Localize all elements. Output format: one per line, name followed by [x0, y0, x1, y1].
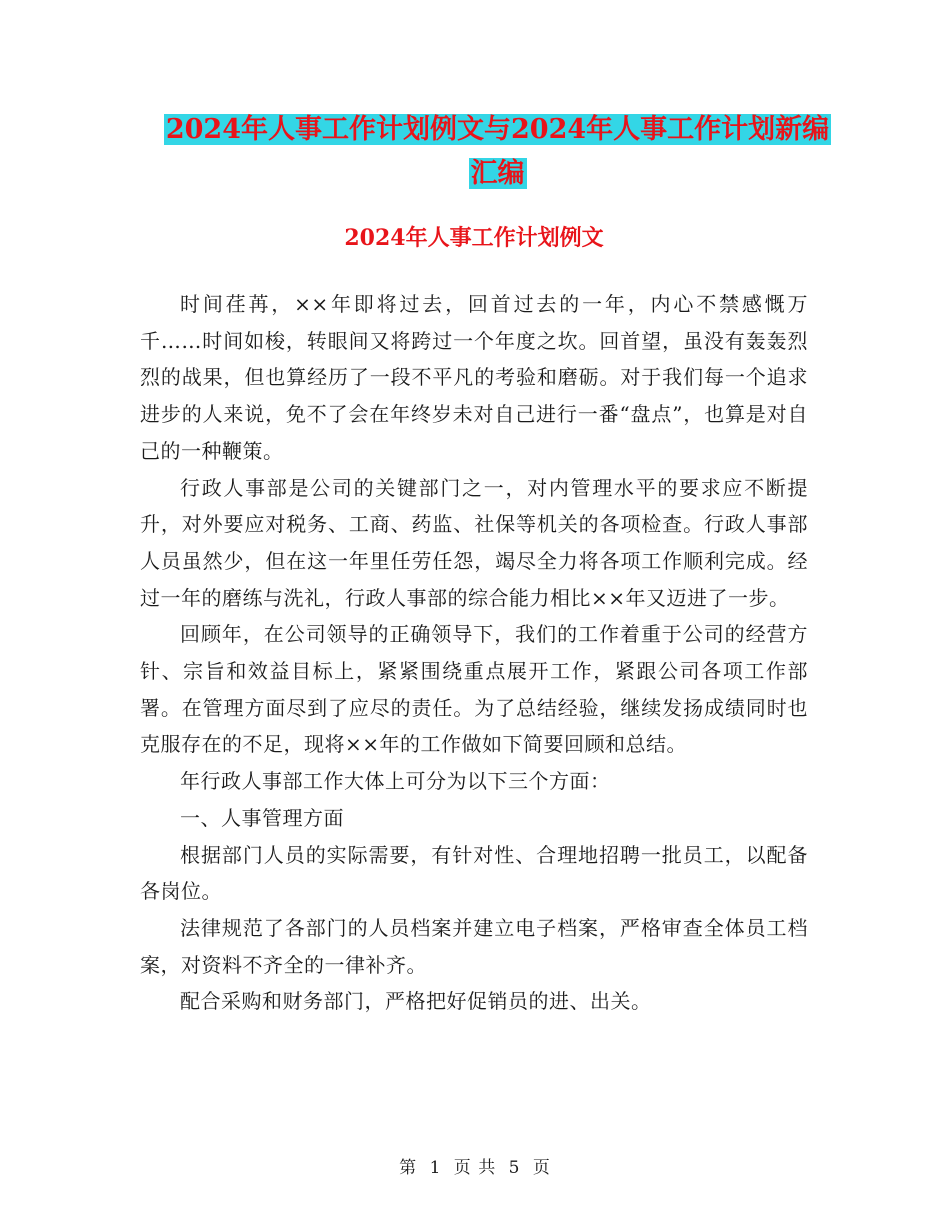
paragraph: 时间荏苒，××年即将过去，回首过去的一年，内心不禁感慨万千……时间如梭，转眼间又将跨过一个年度之坎。回首望，虽没有轰轰烈烈的战果，但也算经历了一段不平凡的考验和磨砺。对于我们每一个追求进步的人来说，免不了会在年终岁未对自己进行一番“盘点”，也算是对自己的一种鞭策。: [140, 292, 808, 463]
paragraph: 根据部门人员的实际需要，有针对性、合理地招聘一批员工，以配备各岗位。: [140, 842, 808, 904]
paragraph: 法律规范了各部门的人员档案并建立电子档案，严格审查全体员工档案，对资料不齐全的一律补齐。: [140, 915, 808, 977]
total-page-count: 5: [508, 1158, 521, 1178]
subsection-heading: 一、人事管理方面: [180, 805, 344, 830]
document-title-line-2: 汇编: [470, 158, 525, 189]
document-title: [140, 108, 855, 196]
paragraph: 配合采购和财务部门，严格把好促销员的进、出关。: [180, 989, 652, 1014]
paragraph: 回顾年，在公司领导的正确领导下，我们的工作着重于公司的经营方针、宗旨和效益目标上，紧紧围绕重点展开工作，紧跟公司各项工作部署。在管理方面尽到了应尽的责任。为了总结经验，继续发扬成绩同时也克服存在的不足，现将××年的工作做如下简要回顾和总结。: [140, 622, 808, 757]
document-title-line-1: 2024年人事工作计划例文与2024年人事工作计划新编: [165, 114, 830, 145]
paragraph: 年行政人事部工作大体上可分为以下三个方面：: [180, 769, 611, 794]
page-footer: [0, 1153, 950, 1178]
paragraph: 行政人事部是公司的关键部门之一，对内管理水平的要求应不断提升，对外要应对税务、工商、药监、社保等机关的各项检查。行政人事部人员虽然少，但在这一年里任劳任怨，竭尽全力将各项工作顺利完成。经过一年的磨练与洗礼，行政人事部的综合能力相比××年又迈进了一步。: [140, 475, 808, 610]
section-heading: 2024年人事工作计划例文: [344, 225, 604, 251]
footer-middle: 页 共: [453, 1158, 497, 1178]
document-body: [140, 286, 808, 1020]
current-page-number: 1: [429, 1158, 442, 1178]
footer-prefix: 第: [399, 1158, 418, 1178]
footer-suffix: 页: [532, 1158, 551, 1178]
